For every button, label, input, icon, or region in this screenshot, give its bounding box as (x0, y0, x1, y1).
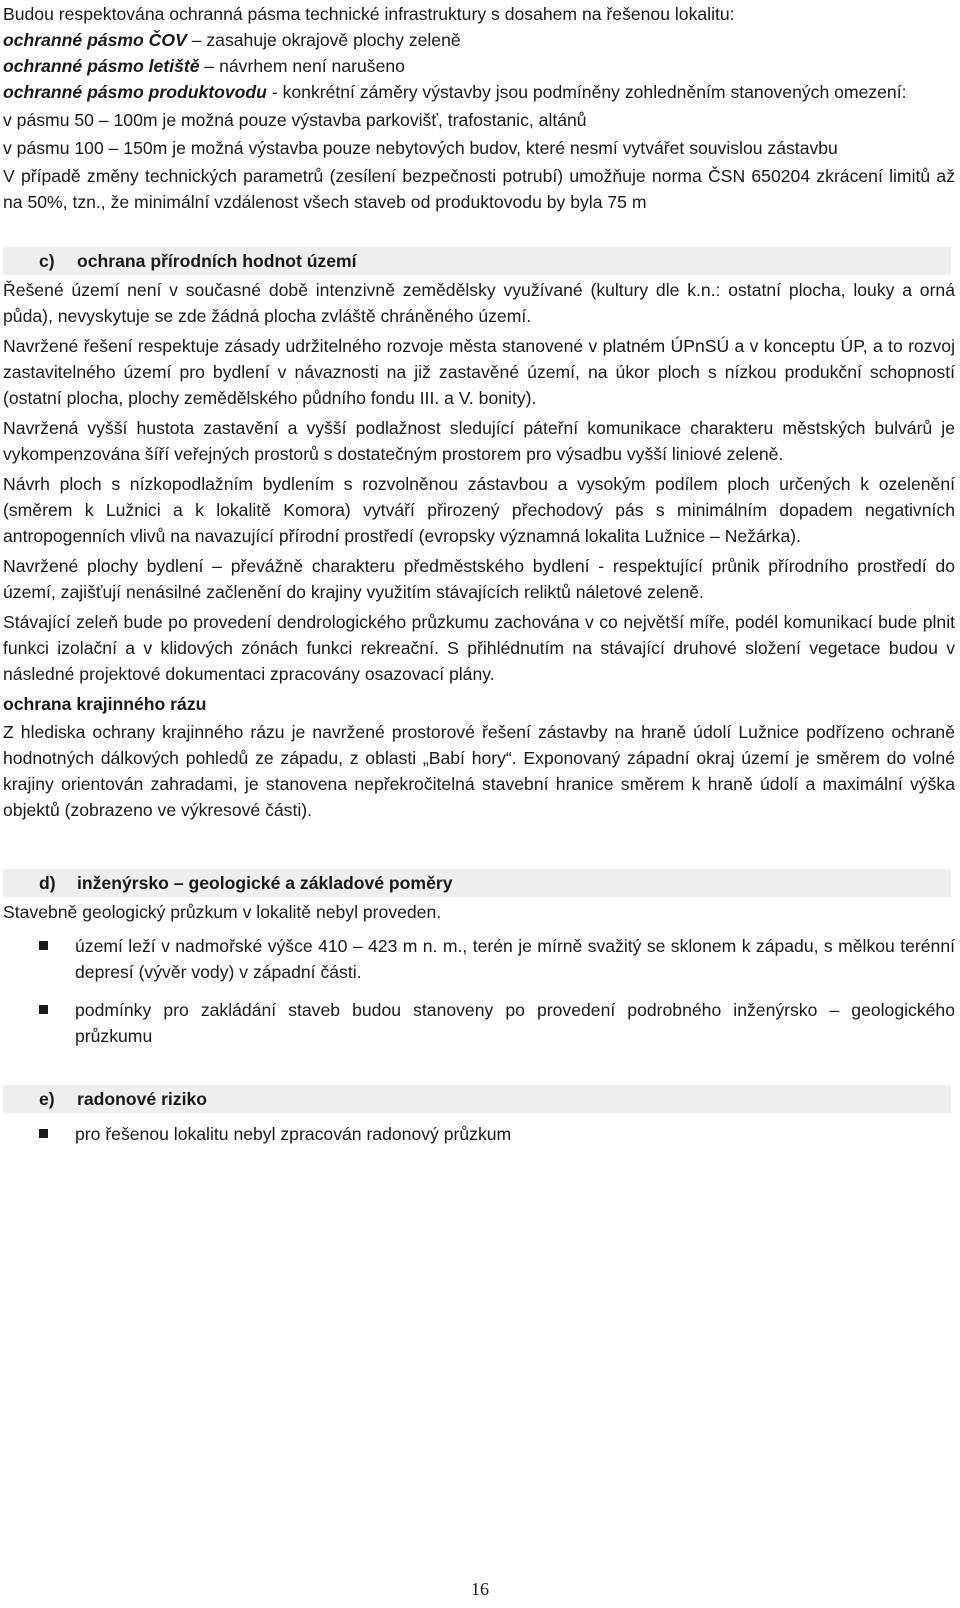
zone-letiste-label: ochranné pásmo letiště (3, 56, 200, 76)
section-c-heading (3, 247, 951, 275)
zone-produktovod-text: - konkrétní záměry výstavby jsou podmíněny zohledněním stanovených omezení: (266, 82, 907, 102)
intro-line: Budou respektována ochranná pásma technické infrastruktury s dosahem na řešenou lokalitu: (3, 4, 735, 24)
protection-zones-block (3, 0, 955, 215)
zone-cov-text: – zasahuje okrajově plochy zeleně (186, 30, 461, 50)
square-bullet-icon (39, 941, 48, 950)
square-bullet-icon (39, 1129, 48, 1138)
norm-change-paragraph: V případě změny technických parametrů (zesílení bezpečnosti potrubí) umožňuje norma ČSN 650204 zkrácení limitů až na 50%, tzn., že minimální vzdálenost všech staveb od produktovodu by byla 75 m (3, 166, 955, 212)
list-item-text: podmínky pro zakládání staveb budou stanoveny po provedení podrobného inženýrsko – geologického průzkumu (75, 1000, 955, 1046)
section-e-body (3, 1121, 955, 1147)
section-d-body (3, 899, 955, 1049)
section-d-title: inženýrsko – geologické a základové poměry (77, 873, 453, 893)
landscape-paragraph: Z hlediska ochrany krajinného rázu je navržené prostorové řešení zástavby na hraně údolí Lužnice podřízeno ochraně hodnotných dálkových pohledů ze západu, z oblasti „Babí hory“. Exponovaný západní okraj území je směrem do volné krajiny orientován zahradami, je stanovena nepřekročitelná stavební hranice směrem k hraně údolí a maximální výška objektů (zobrazeno ve výkresové části). (3, 722, 955, 820)
list-item (3, 1121, 955, 1147)
section-c-paragraph: Navržená vyšší hustota zastavění a vyšší podlažnost sledující páteřní komunikace charakteru městských bulvárů je vykompenzována šíří veřejných prostorů s dostatečným prostorem pro výsadbu vyšší liniové zeleně. (3, 418, 955, 464)
zone-100-150: v pásmu 100 – 150m je možná výstavba pouze nebytových budov, které nesmí vytvářet souvislou zástavbu (3, 138, 838, 158)
section-e-bullet-list (3, 1121, 955, 1147)
landscape-subheading: ochrana krajinného rázu (3, 694, 207, 714)
zone-produktovod (3, 79, 955, 105)
section-c-body (3, 277, 955, 823)
zone-cov-label: ochranné pásmo ČOV (3, 30, 187, 50)
page-number: 16 (471, 1579, 489, 1599)
section-d-letter: d) (39, 873, 56, 893)
zone-letiste-text: – návrhem není narušeno (199, 56, 405, 76)
section-e-letter: e) (39, 1089, 55, 1109)
section-c-paragraph: Návrh ploch s nízkopodlažním bydlením s rozvolněnou zástavbou a vysokým podílem ploch určených k ozelenění (směrem k Lužnici a k lokalitě Komora) vytváří přirozený přechodový pás s minimálním dopadem negativních antropogenních vlivů na navazující přírodní prostředí (evropsky významná lokalita Lužnice – Nežárka). (3, 474, 955, 546)
list-item (3, 997, 955, 1049)
section-c-letter: c) (39, 251, 55, 271)
section-d-heading (3, 869, 951, 897)
section-c-title: ochrana přírodních hodnot území (77, 251, 357, 271)
section-e-heading (3, 1085, 951, 1113)
section-c-paragraph: Navržené řešení respektuje zásady udržitelného rozvoje města stanovené v platném ÚPnSÚ a v konceptu ÚP, a to rozvoj zastavitelného území pro bydlení v návaznosti na již zastavěné území, na úkor ploch s nízkou produkční schopností (ostatní plocha, plochy zemědělského půdního fondu III. a V. bonity). (3, 336, 955, 408)
zone-cov (3, 27, 955, 53)
zone-produktovod-label: ochranné pásmo produktovodu (3, 82, 267, 102)
section-c-paragraph: Navržené plochy bydlení – převážně charakteru předměstského bydlení - respektující průnik přírodního prostředí do území, zajišťují nenásilné začlenění do krajiny využitím stávajících reliktů náletové zeleně. (3, 556, 955, 602)
list-item-text: pro řešenou lokalitu nebyl zpracován radonový průzkum (75, 1124, 512, 1144)
zone-50-100: v pásmu 50 – 100m je možná pouze výstavba parkovišť, trafostanic, altánů (3, 110, 587, 130)
document-page (3, 0, 955, 1159)
section-c-paragraph: Řešené území není v současné době intenzivně zemědělsky využívané (kultury dle k.n.: ostatní plocha, louky a orná půda), nevyskytuje se zde žádná plocha zvláště chráněného území. (3, 280, 955, 326)
section-e-title: radonové riziko (77, 1089, 208, 1109)
list-item (3, 933, 955, 985)
square-bullet-icon (39, 1005, 48, 1014)
zone-letiste (3, 53, 955, 79)
section-d-bullet-list (3, 933, 955, 1049)
section-d-intro: Stavebně geologický průzkum v lokalitě nebyl proveden. (3, 902, 442, 922)
list-item-text: území leží v nadmořské výšce 410 – 423 m n. m., terén je mírně svažitý se sklonem k západu, s mělkou terénní depresí (vývěr vody) v západní části. (75, 936, 955, 982)
section-c-paragraph: Stávající zeleň bude po provedení dendrologického průzkumu zachována v co největší míře, podél komunikací bude plnit funkci izolační a v klidových zónách funkci rekreační. S přihlédnutím na stávající druhové složení vegetace budou v následné projektové dokumentaci zpracovány osazovací plány. (3, 612, 955, 684)
